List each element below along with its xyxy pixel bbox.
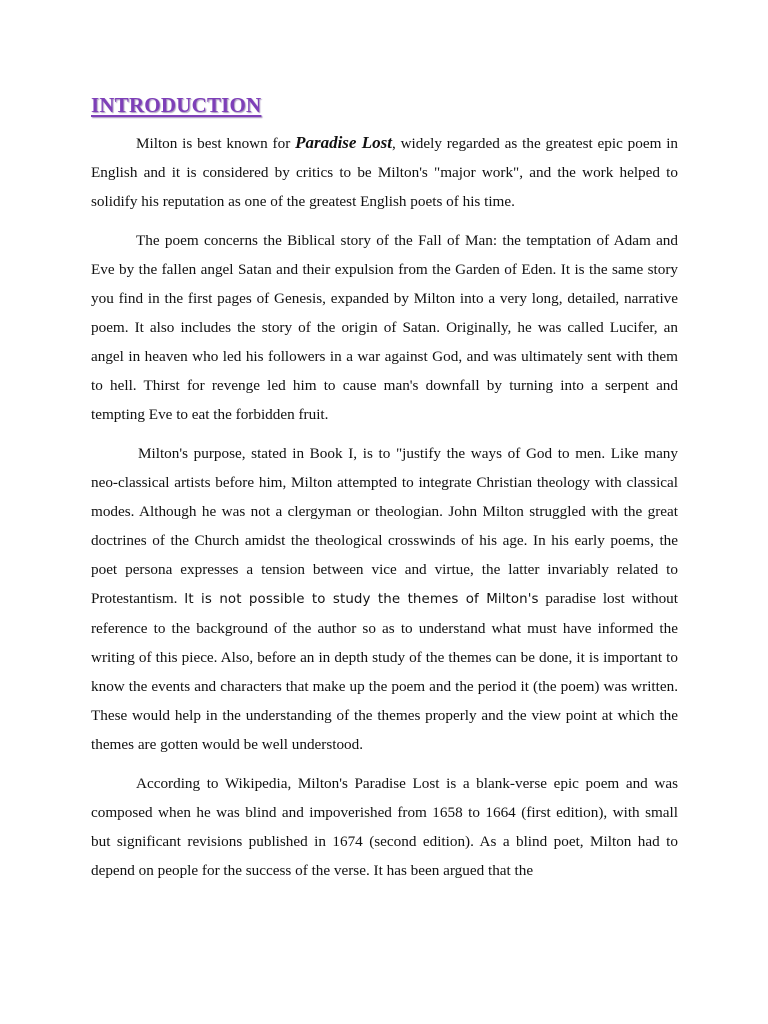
book-title-emphasis: Paradise Lost [295, 133, 392, 152]
paragraph-4: According to Wikipedia, Milton's Paradise Lost is a blank-verse epic poem and was composed when he was blind and impoverished from 1658 to 1664 (first edition), with small but significant revisions published in 1674 (second edition). As a blind poet, Milton had to depend on people for the success of the verse. It has been argued that the [91, 775, 678, 879]
document-page [91, 92, 678, 895]
paragraph-3-text-start: Milton's purpose, stated in Book I, is to "justify the ways of God to men. Like many neo-classical artists before him, Milton attempted to integrate Christian theology with classical modes. Although he was not a clergyman or theologian. John Milton struggled with the great doctrines of the Church amidst the theological crosswinds of his age. In his early poems, the poet persona expresses a tension between vice and virtue, the latter invariably related to Protestantism. [91, 445, 678, 607]
paragraph-3 [91, 439, 678, 759]
paragraph-1-text-start: Milton is best known for [136, 135, 296, 152]
section-heading: INTRODUCTION [91, 93, 262, 117]
paragraph-2: The poem concerns the Biblical story of the Fall of Man: the temptation of Adam and Eve by the fallen angel Satan and their expulsion from the Garden of Eden. It is the same story you find in the first pages of Genesis, expanded by Milton into a very long, detailed, narrative poem. It also includes the story of the origin of Satan. Originally, he was called Lucifer, an angel in heaven who led his followers in a war against God, and was ultimately sent with them to hell. Thirst for revenge led him to cause man's downfall by turning into a serpent and tempting Eve to eat the forbidden fruit. [91, 232, 678, 423]
paragraph-3-alt-font-sentence: It is not possible to study the themes of Milton's [184, 592, 539, 607]
paragraph-1 [91, 128, 678, 216]
paragraph-1-text-end: , widely regarded as the greatest epic poem in English and it is considered by critics to be Milton's "major work", and the work helped to solidify his reputation as one of the greatest English poets of his time. [91, 135, 679, 210]
paragraph-3-text-end: paradise lost without reference to the background of the author so as to understand what must have informed the writing of this piece. Also, before an in depth study of the themes can be done, it is important to know the events and characters that make up the poem and the period it (the poem) was written. These would help in the understanding of the themes properly and the view point at which the themes are gotten would be well understood. [91, 590, 678, 753]
